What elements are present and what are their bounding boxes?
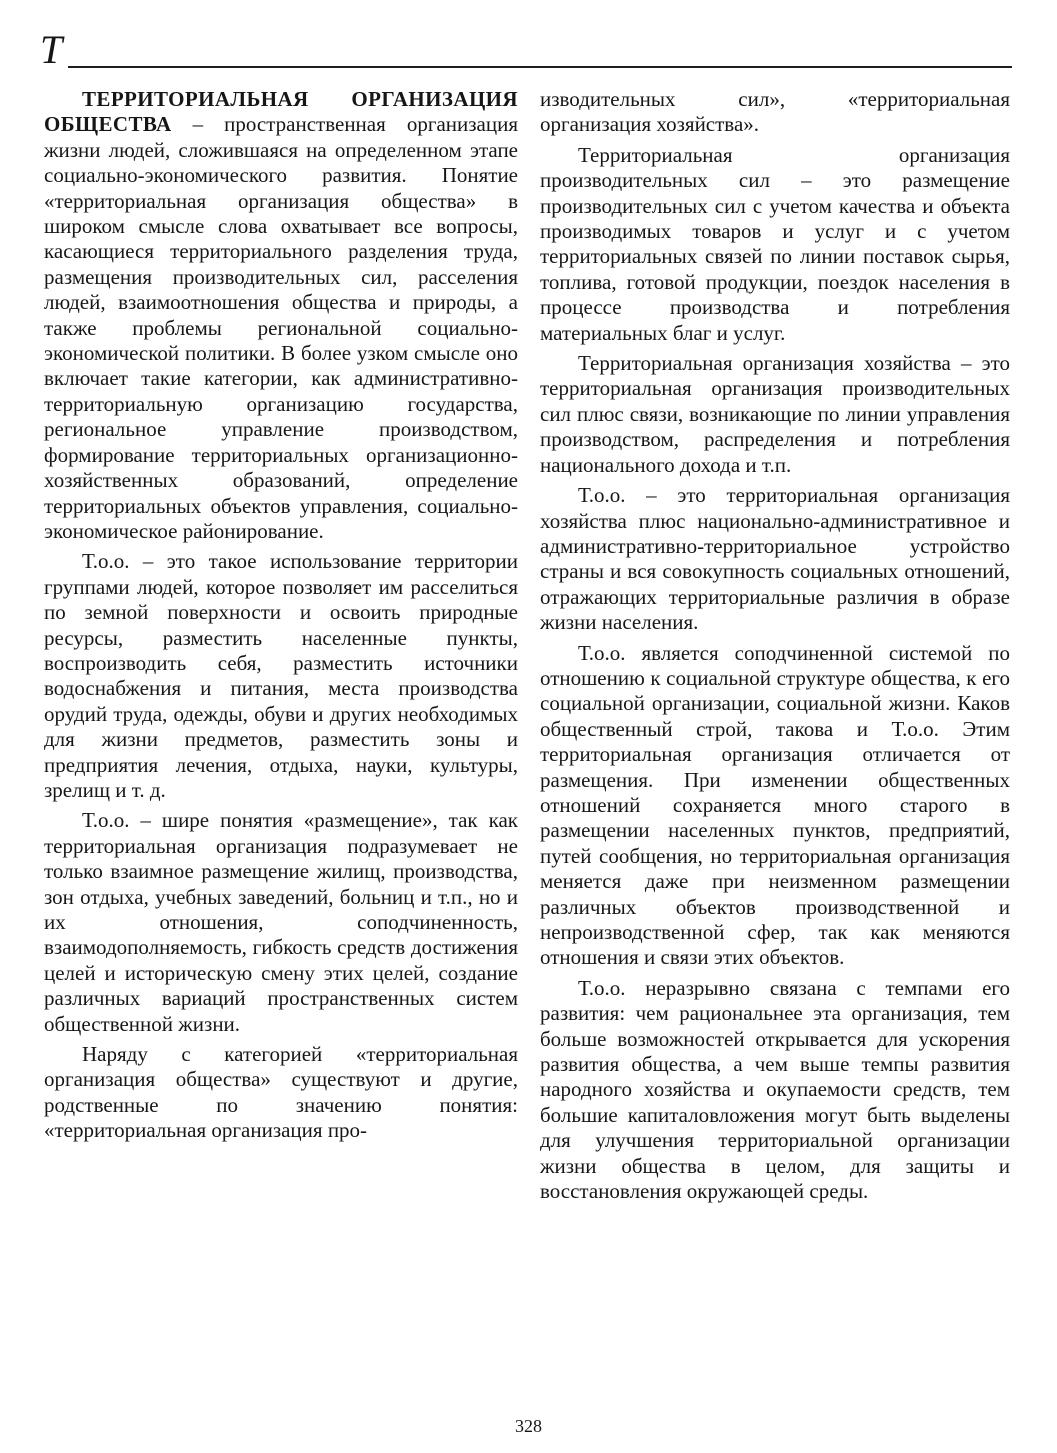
paragraph: Т.о.о. неразрывно связана с темпами его развития: чем рациональнее эта организация, тем больше возможностей открывается для ускорения развития общества, а чем выше темпы развития народного хозяйства и окупаемости средств, тем большие капиталовложения могут быть выделены для улучшения территориальной организации жизни общества в целом, для защиты и восстановления окружающей среды.	[540, 975, 1010, 1204]
paragraph-continuation: изводительных сил», «территориальная организация хозяйства».	[540, 87, 1010, 137]
paragraph: Т.о.о. является соподчиненной системой по отношению к социальной структуре общества, к его социальной организации, социальной жизни. Каков общественный строй, такова и Т.о.о. Этим территориальная организация отличается от размещения. При изменении общественных отношений сохраняется много старого в размещении населенных пунктов, предприятий, путей сообщения, но территориальная организация меняется даже при неизменном размещении различных объектов производственной и непроизводственной сфер, так как меняются отношения и связи этих объектов.	[540, 640, 1010, 970]
paragraph: Наряду с категорией «территориальная организация общества» существуют и другие, родственные по значению понятия: «территориальная организация про-	[44, 1042, 518, 1143]
article-term: ТЕРРИТОРИАЛЬНАЯ ОРГАНИЗАЦИЯ ОБЩЕСТВА	[44, 87, 518, 137]
paragraph: Т.о.о. – это такое использование территории группами людей, которое позволяет им расселиться по земной поверхности и освоить природные ресурсы, разместить населенные пункты, воспроизводить себя, разместить источники водоснабжения и питания, места производства орудий труда, одежды, обуви и других необходимых для жизни предметов, разместить зоны и предприятия лечения, отдыха, науки, культуры, зрелищ и т. д.	[44, 549, 518, 802]
paragraph: Территориальная организация производительных сил – это размещение производительных сил с учетом качества и объекта производимых товаров и услуг и с учетом территориальных связей по линии поставок сырья, топлива, готовой продукции, поездок населения в процессе производства и потребления материальных благ и услуг.	[540, 142, 1010, 345]
paragraph: Т.о.о. – шире понятия «размещение», так как территориальная организация подразумевает не только взаимное размещение жилищ, производства, зон отдыха, учебных заведений, больниц и т.п., но и их отношения, соподчиненность, взаимодополняемость, гибкость средств достижения целей и историческую смену этих целей, создание различных вариаций пространственных систем общественной жизни.	[44, 808, 518, 1036]
page-number: 328	[515, 1416, 542, 1436]
paragraph: Т.о.о. – это территориальная организация хозяйства плюс национально-административное и административно-территориальное устройство страны и вся совокупность социальных отношений, отражающих территориальные различия в образе жизни населения.	[540, 483, 1010, 635]
running-header-letter: Т	[40, 27, 63, 72]
article-lead-paragraph	[44, 87, 518, 544]
right-column	[540, 87, 1010, 1209]
header-rule	[68, 66, 1012, 68]
article-definition: – пространственная организация жизни людей, сложившаяся на определенном этапе социально-экономического развития. Понятие «территориальная организация общества» в широком смысле слова охватывает все вопросы, касающиеся территориального разделения труда, размещения производительных сил, расселения людей, взаимоотношения общества и природы, а также проблемы региональной социально-экономической политики. В более узком смысле оно включает такие категории, как административно-территориальную организацию государства, региональное управление производством, формирование территориальных организационно-хозяйственных образований, определение территориальных объектов управления, социально-экономическое районирование.	[44, 112, 518, 543]
left-column	[44, 87, 518, 1149]
paragraph: Территориальная организация хозяйства – это территориальная организация производительных сил плюс связи, возникающие по линии управления производством, распределения и потребления национального дохода и т.п.	[540, 351, 1010, 477]
